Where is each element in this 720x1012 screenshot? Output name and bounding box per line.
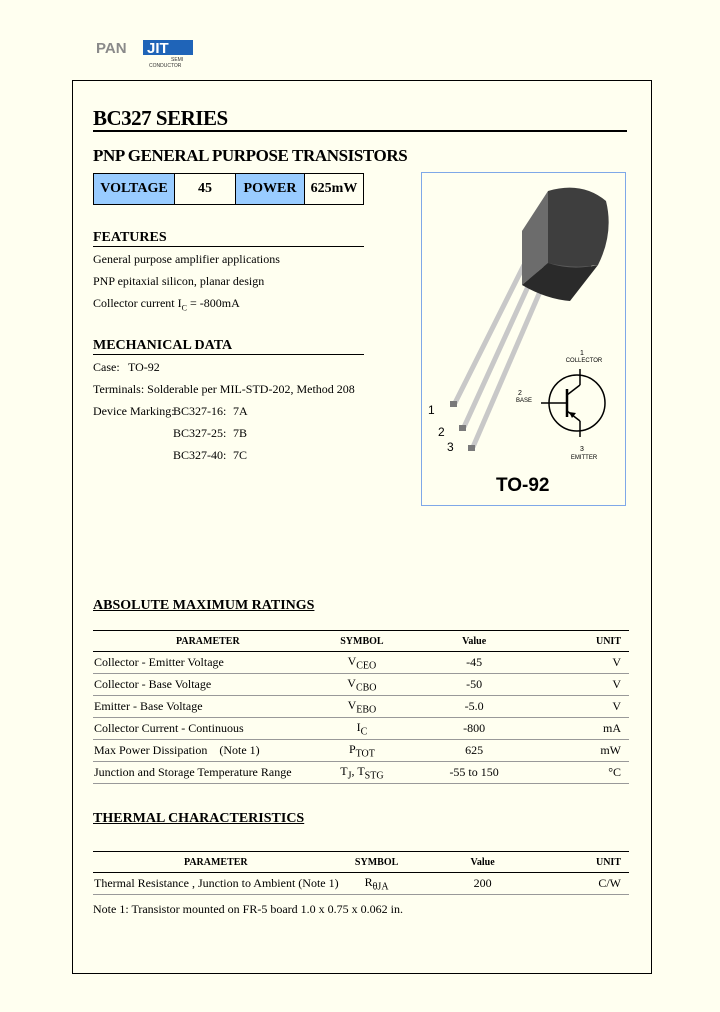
pin3-name: EMITTER: [570, 455, 598, 461]
marking-code: 7B: [233, 426, 248, 440]
symbol-cell: [323, 674, 402, 696]
power-label: POWER: [236, 174, 305, 205]
package-drawing-box: [421, 172, 626, 506]
mechanical-title: MECHANICAL DATA: [93, 338, 233, 353]
marking-part: BC327-40:: [173, 448, 227, 462]
pnp-transistor-symbol: [541, 369, 605, 437]
col-header-unit: UNIT: [547, 631, 629, 652]
marking-code: 7C: [233, 448, 248, 462]
case-label: Case:: [93, 360, 120, 374]
marking-part: BC327-16:: [173, 404, 227, 418]
mechanical-rule: [93, 354, 364, 355]
thermal-title: THERMAL CHARACTERISTICS: [93, 811, 305, 826]
features-title: FEATURES: [93, 230, 167, 245]
series-title: BC327 SERIES: [93, 106, 228, 130]
series-divider: [93, 130, 627, 132]
pin2-number: 2: [518, 390, 522, 397]
symbol-sub: J: [347, 770, 352, 782]
footnote: Note 1: Transistor mounted on FR-5 board 1.0 x 0.75 x 0.062 in.: [93, 902, 404, 916]
symbol-sub-2: STG: [364, 770, 384, 782]
symbol-main: V: [347, 697, 357, 712]
value-cell: -5.0: [401, 696, 547, 718]
table-header-row: [93, 631, 629, 652]
voltage-label: VOLTAGE: [94, 174, 175, 205]
package-name: TO-92: [496, 475, 550, 496]
value-cell: -50: [401, 674, 547, 696]
param-cell: Collector Current - Continuous: [93, 718, 323, 740]
logo-sub-conductor: CONDUCTOR: [149, 63, 182, 69]
feature-item: General purpose amplifier applications: [93, 252, 280, 266]
abs-max-title: ABSOLUTE MAXIMUM RATINGS: [93, 598, 315, 613]
feature-collector-current: [93, 296, 240, 312]
abs-max-table: [93, 630, 629, 784]
unit-cell: mW: [547, 740, 629, 762]
voltage-value: 45: [175, 174, 236, 205]
logo-pan-text: PAN: [96, 40, 127, 57]
unit-cell: V: [547, 674, 629, 696]
unit-cell: C/W: [551, 873, 629, 895]
param-cell: Collector - Base Voltage: [93, 674, 323, 696]
symbol-sub: TOT: [355, 748, 375, 760]
value-cell: 625: [401, 740, 547, 762]
table-header-row: [93, 852, 629, 873]
page-subtitle: PNP GENERAL PURPOSE TRANSISTORS: [93, 146, 408, 165]
pin1-number: 1: [580, 350, 584, 357]
col-header-parameter: PARAMETER: [93, 852, 339, 873]
unit-cell: V: [547, 652, 629, 674]
symbol-main: V: [347, 653, 357, 668]
pin3-number: 3: [580, 446, 584, 453]
feature-collector-prefix: Collector current I: [93, 296, 182, 310]
symbol-cell: [323, 696, 402, 718]
symbol-main-2: , T: [351, 763, 365, 778]
symbol-sub: C: [360, 726, 368, 738]
pin-number: 3: [447, 440, 454, 454]
symbol-main: T: [340, 763, 348, 778]
symbol-main: I: [356, 719, 361, 734]
table-row: [93, 652, 629, 674]
symbol-sub: θJA: [372, 881, 389, 893]
pin1-name: COLLECTOR: [565, 358, 603, 364]
symbol-cell: [339, 873, 415, 895]
logo-jit-text: JIT: [147, 40, 169, 57]
symbol-cell: [323, 652, 402, 674]
table-row: [93, 718, 629, 740]
col-header-unit: UNIT: [551, 852, 629, 873]
symbol-cell: [323, 718, 402, 740]
marking-label: Device Marking:: [93, 404, 175, 418]
param-cell: Collector - Emitter Voltage: [93, 652, 323, 674]
table-row: [93, 762, 629, 784]
symbol-main: V: [347, 675, 356, 690]
param-cell: Emitter - Base Voltage: [93, 696, 323, 718]
marking-code: 7A: [233, 404, 248, 418]
param-cell: Junction and Storage Temperature Range: [93, 762, 323, 784]
feature-collector-suffix: = -800mA: [186, 296, 240, 310]
col-header-value: Value: [401, 631, 547, 652]
col-header-value: Value: [415, 852, 551, 873]
param-cell: Thermal Resistance , Junction to Ambient (Note 1): [93, 873, 339, 895]
feature-collector-sub: C: [181, 303, 187, 313]
col-header-symbol: SYMBOL: [339, 852, 415, 873]
symbol-main: P: [348, 741, 356, 756]
symbol-sub: CBO: [355, 682, 377, 694]
feature-item: PNP epitaxial silicon, planar design: [93, 274, 265, 288]
pin-number: 1: [428, 403, 435, 417]
table-row: [93, 696, 629, 718]
unit-cell: °C: [547, 762, 629, 784]
symbol-sub: EBO: [356, 704, 377, 716]
pin-number: 2: [438, 425, 445, 439]
power-value: 625mW: [305, 174, 364, 205]
logo-sub-semi: SEMI: [171, 57, 184, 63]
symbol-cell: [323, 762, 402, 784]
thermal-table: [93, 851, 629, 895]
value-cell: -45: [401, 652, 547, 674]
param-cell: Max Power Dissipation (Note 1): [93, 740, 323, 762]
col-header-symbol: SYMBOL: [323, 631, 402, 652]
unit-cell: mA: [547, 718, 629, 740]
unit-cell: V: [547, 696, 629, 718]
symbol-main: R: [364, 874, 373, 889]
table-row: [93, 873, 629, 895]
value-cell: -55 to 150: [401, 762, 547, 784]
marking-part: BC327-25:: [173, 426, 227, 440]
value-cell: 200: [415, 873, 551, 895]
spec-summary-table: [93, 173, 364, 205]
symbol-sub: CEO: [356, 660, 377, 672]
case-value: TO-92: [128, 360, 160, 374]
panjit-logo: [96, 38, 206, 70]
symbol-cell: [323, 740, 402, 762]
table-row: [93, 674, 629, 696]
col-header-parameter: PARAMETER: [93, 631, 323, 652]
pin2-name: BASE: [515, 398, 533, 404]
features-rule: [93, 246, 364, 247]
terminals-text: Terminals: Solderable per MIL-STD-202, Method 208: [93, 382, 355, 396]
value-cell: -800: [401, 718, 547, 740]
table-row: [93, 740, 629, 762]
to92-package-body: [450, 188, 609, 451]
